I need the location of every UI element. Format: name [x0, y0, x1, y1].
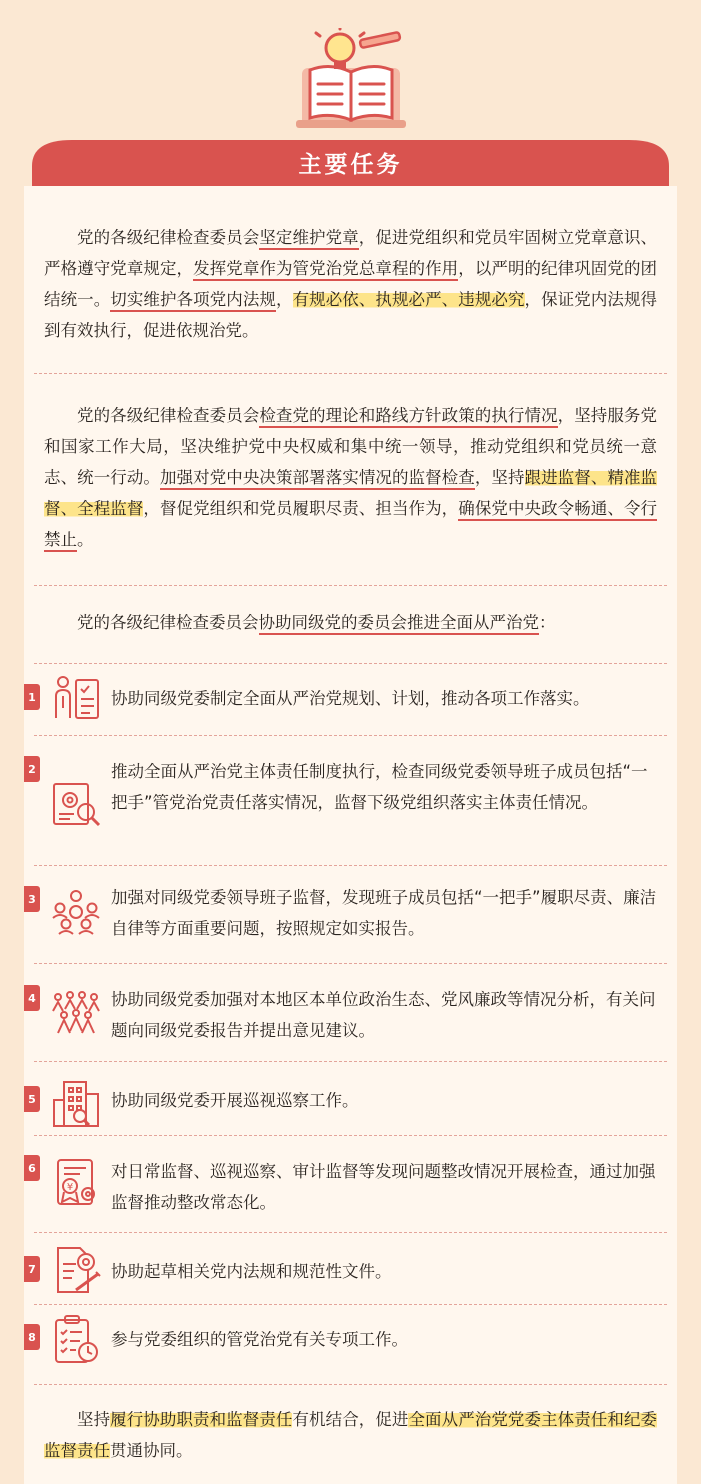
divider	[34, 735, 667, 736]
intro-paragraph-1: 党的各级纪律检查委员会坚定维护党章，促进党组织和党员牢固树立党章意识、严格遵守党章规定，发挥党章作为管党治党总章程的作用，以严明的纪律巩固党的团结统一。切实维护各项党内法规，有规必依、执规必严、违规必究，保证党内法规得到有效执行，促进依规治党。	[44, 228, 658, 340]
task-text: 协助同级党委加强对本地区本单位政治生态、党风廉政等情况分析，有关问题向同级党委报告并提出意见建议。	[111, 990, 656, 1040]
task-number-badge: 8	[24, 1324, 40, 1350]
planning-icon	[50, 672, 102, 724]
task-text: 加强对同级党委领导班子监督，发现班子成员包括“一把手”履职尽责、廉洁自律等方面重要问题，按照规定如实报告。	[111, 888, 657, 938]
building-icon	[50, 1078, 102, 1130]
closing-paragraph: 坚持履行协助职责和监督责任有机结合，促进全面从严治党党委主体责任和纪委监督责任贯通协同。	[44, 1410, 658, 1460]
divider	[34, 373, 667, 374]
divider	[34, 1304, 667, 1305]
document-gear-icon	[50, 1244, 102, 1296]
task-text: 协助同级党委开展巡视巡察工作。	[111, 1091, 359, 1110]
task-text: 推动全面从严治党主体责任制度执行，检查同级党委领导班子成员包括“一把手”管党治党责任落实情况，监督下级党组织落实主体责任情况。	[111, 762, 648, 812]
task-number-badge: 4	[24, 985, 40, 1011]
intro-paragraph-3: 党的各级纪律检查委员会协助同级党的委员会推进全面从严治党：	[44, 607, 657, 638]
task-text: 协助同级党委制定全面从严治党规划、计划，推动各项工作落实。	[111, 689, 590, 708]
divider	[34, 663, 667, 664]
task-number-badge: 7	[24, 1256, 40, 1282]
task-text: 对日常监督、巡视巡察、审计监督等发现问题整改情况开展检查，通过加强监督推动整改常态化。	[111, 1162, 656, 1212]
checklist-icon	[50, 1314, 102, 1366]
divider	[34, 1384, 667, 1385]
divider	[34, 865, 667, 866]
task-number-badge: 5	[24, 1086, 40, 1112]
task-text: 参与党委组织的管党治党有关专项工作。	[111, 1330, 408, 1349]
inspection-icon	[50, 778, 102, 830]
divider	[34, 1061, 667, 1062]
book-lightbulb-icon	[296, 28, 406, 132]
divider	[34, 1135, 667, 1136]
task-number-badge: 3	[24, 886, 40, 912]
task-text: 协助起草相关党内法规和规范性文件。	[111, 1262, 392, 1281]
task-number-badge: 2	[24, 756, 40, 782]
intro-paragraph-2: 党的各级纪律检查委员会检查党的理论和路线方针政策的执行情况，坚持服务党和国家工作大局，坚决维护党中央权威和集中统一领导，推动党组织和党员统一意志、统一行动。加强对党中央决策部署落实情况的监督检查，坚持跟进监督、精准监督、全程监督，督促党组织和党员履职尽责、担当作为，确保党中央政令畅通、令行禁止。	[44, 400, 657, 555]
content-card	[24, 186, 677, 1484]
crowd-icon	[50, 987, 102, 1039]
divider	[34, 1232, 667, 1233]
divider	[34, 963, 667, 964]
task-number-badge: 1	[24, 684, 40, 710]
page-title: 主要任务	[298, 152, 403, 178]
svg-text:¥: ¥	[66, 1182, 74, 1193]
task-number-badge: 6	[24, 1155, 40, 1181]
divider	[34, 585, 667, 586]
team-icon	[50, 886, 102, 938]
audit-icon	[50, 1156, 102, 1208]
